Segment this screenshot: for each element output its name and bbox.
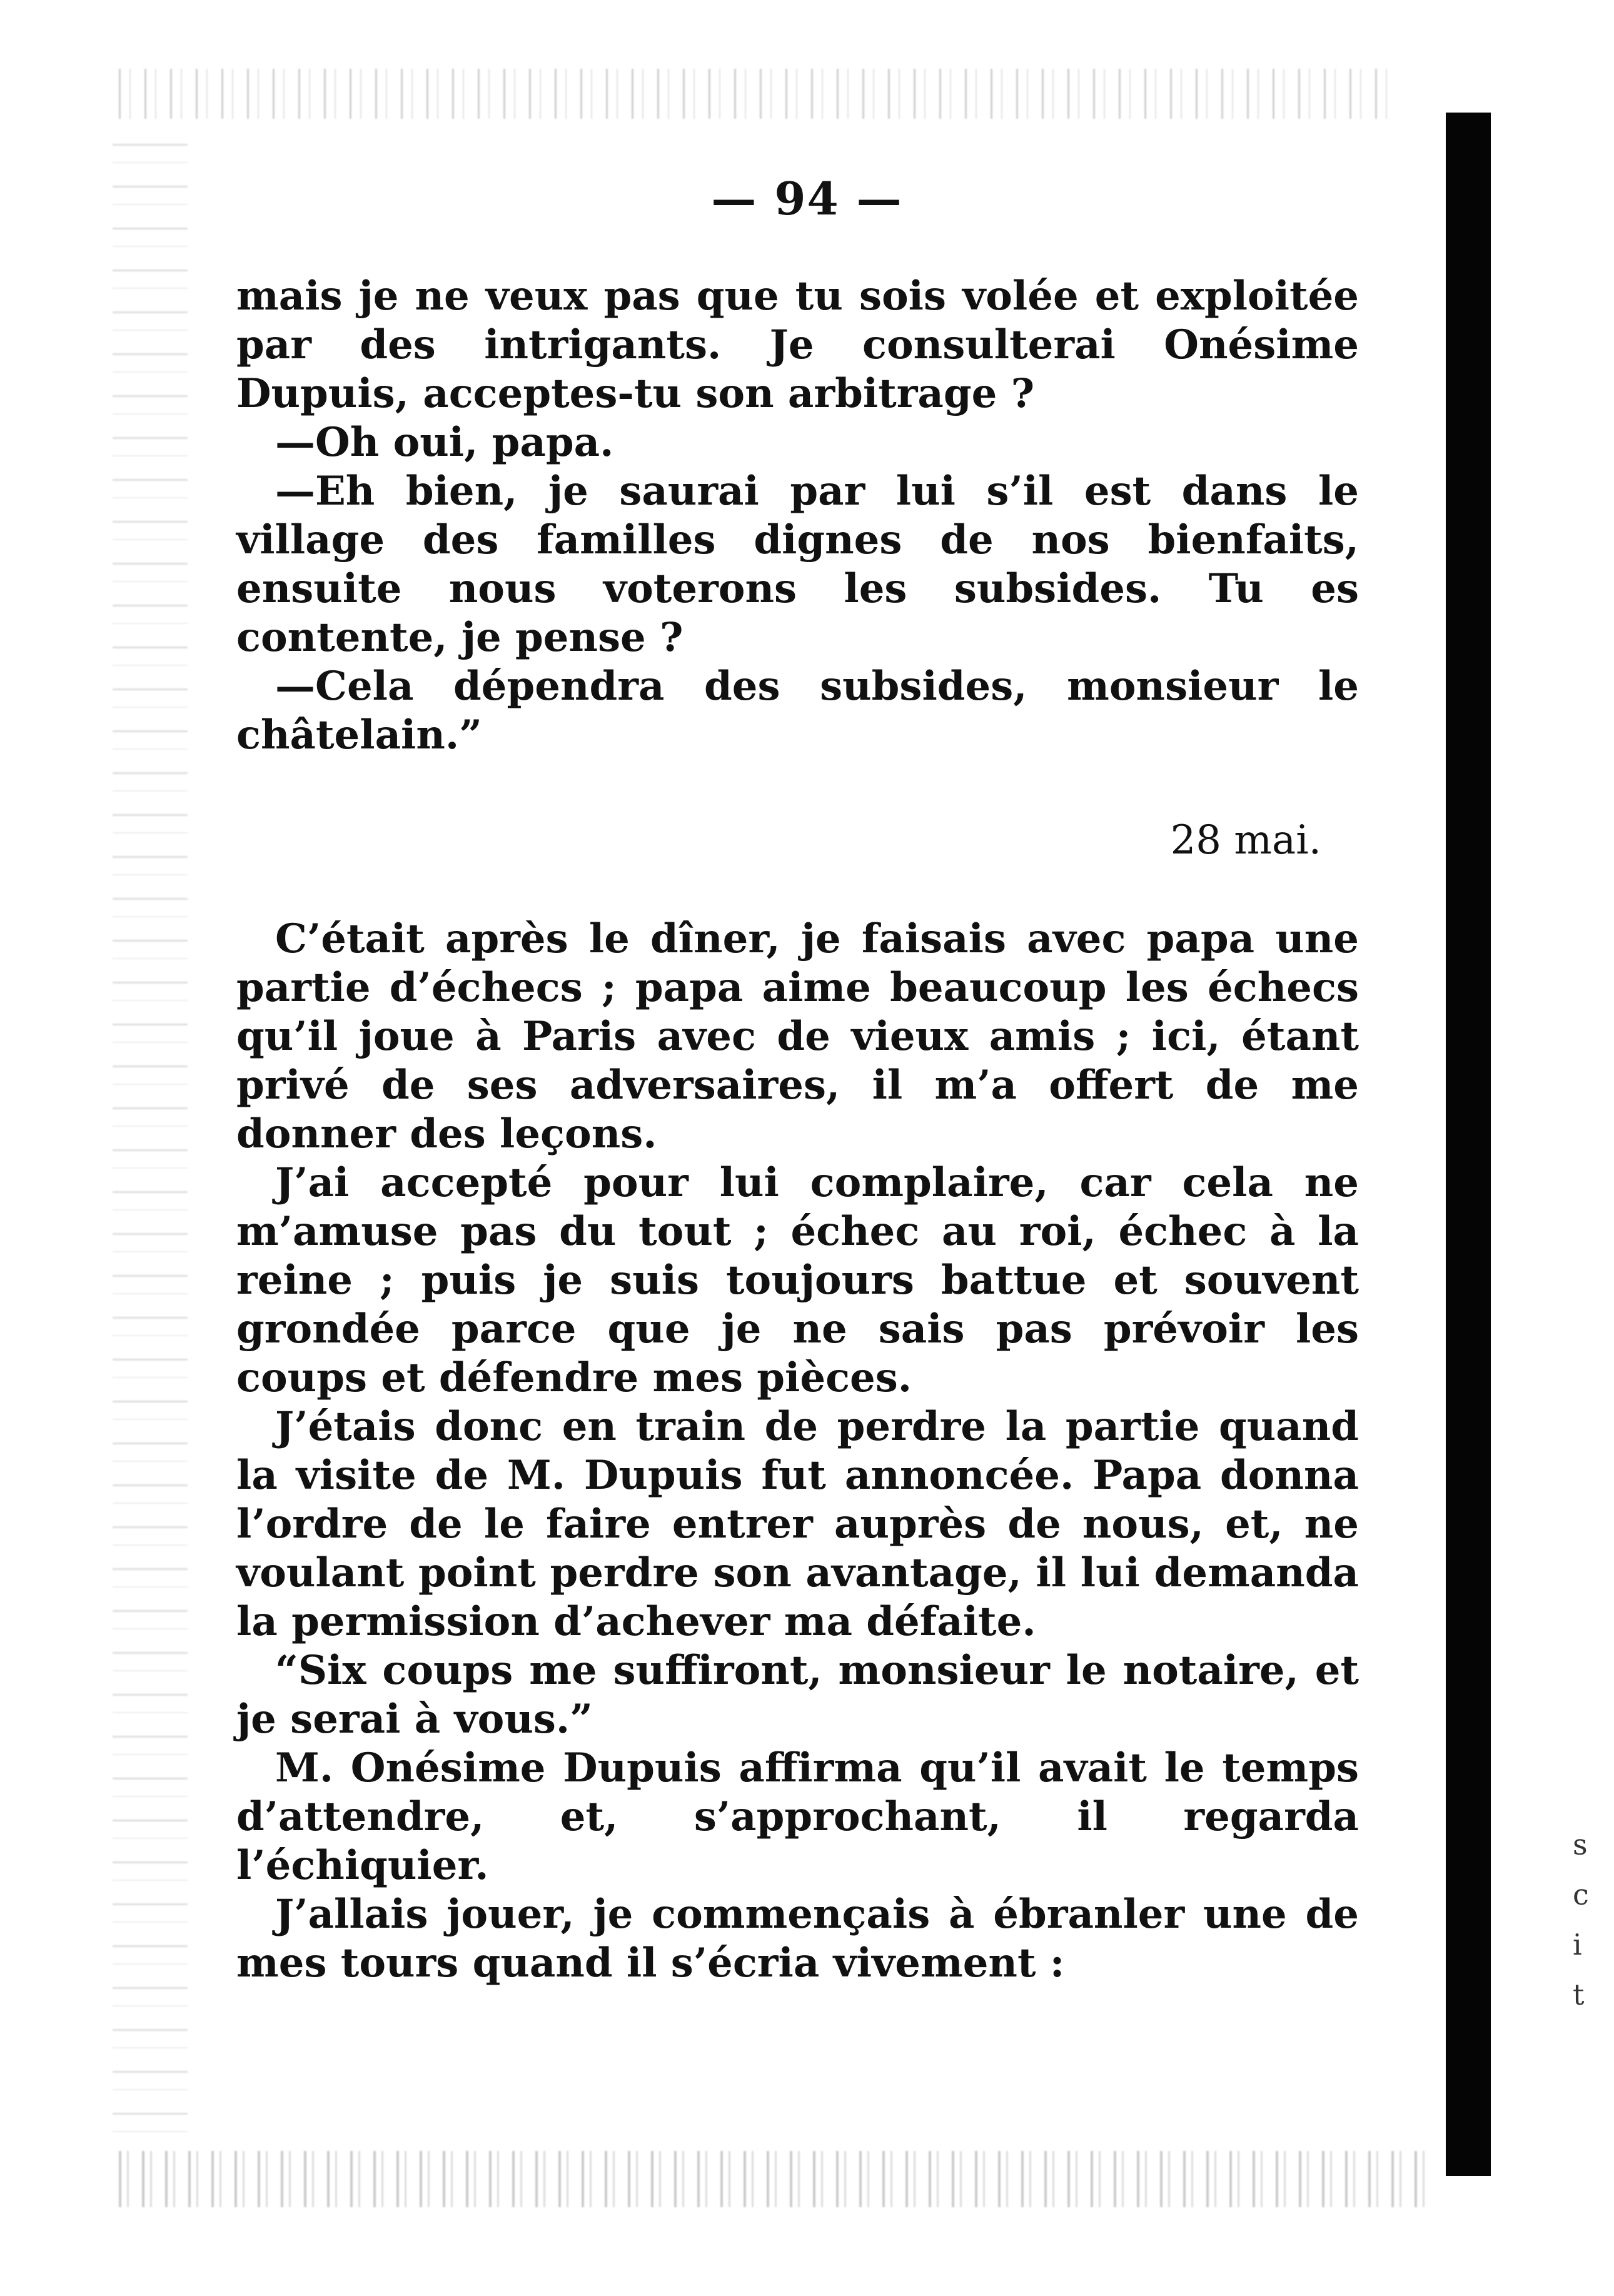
paragraph: J’allais jouer, je commençais à ébranler une de mes tours quand il s’écria vivement : xyxy=(236,1891,1359,1986)
scan-noise-top xyxy=(119,69,1401,119)
paragraph: mais je ne veux pas que tu sois volée et exploitée par des intrigants. Je consulterai Onésime Dupuis, acceptes-tu son arbitrage ? xyxy=(236,273,1359,417)
opening-dialogue xyxy=(236,272,1359,760)
diary-entry xyxy=(236,915,1359,1988)
page-number: — 94 — xyxy=(711,172,903,225)
paragraph: —Cela dépendra des subsides, monsieur le châtelain.” xyxy=(236,663,1359,758)
paragraph: M. Onésime Dupuis affirma qu’il avait le temps d’attendre, et, s’approchant, il regarda l’échiquier. xyxy=(236,1745,1359,1889)
paragraph: J’étais donc en train de perdre la partie quand la visite de M. Dupuis fut annoncée. Papa donna l’ordre de le faire entrer auprès de nous, et, ne voulant point perdre son avantage, il lui demanda la permission d’achever ma défaite. xyxy=(236,1403,1359,1645)
paragraph: —Oh oui, papa. xyxy=(275,419,614,466)
scan-noise-bottom xyxy=(119,2151,1432,2207)
paragraph: “Six coups me suffiront, monsieur le notaire, et je serai à vous.” xyxy=(236,1647,1359,1743)
binding-shadow-bar xyxy=(1446,113,1491,2176)
adjacent-page-edge-text: s c i t xyxy=(1573,1828,1589,2012)
diary-date: 28 mai. xyxy=(1170,817,1321,864)
scan-noise-left xyxy=(113,144,188,2145)
paragraph: J’ai accepté pour lui complaire, car cela ne m’amuse pas du tout ; échec au roi, échec à la reine ; puis je suis toujours battue et souvent grondée parce que je ne sais pas prévoir les coups et défendre mes pièces. xyxy=(236,1159,1359,1401)
paragraph: —Eh bien, je saurai par lui s’il est dans le village des familles dignes de nos bienfaits, ensuite nous voterons les subsides. Tu es contente, je pense ? xyxy=(236,468,1359,661)
paragraph: C’était après le dîner, je faisais avec papa une partie d’échecs ; papa aime beaucoup les échecs qu’il joue à Paris avec de vieux amis ; ici, étant privé de ses adversaires, il m’a offert de me donner des leçons. xyxy=(236,915,1359,1157)
